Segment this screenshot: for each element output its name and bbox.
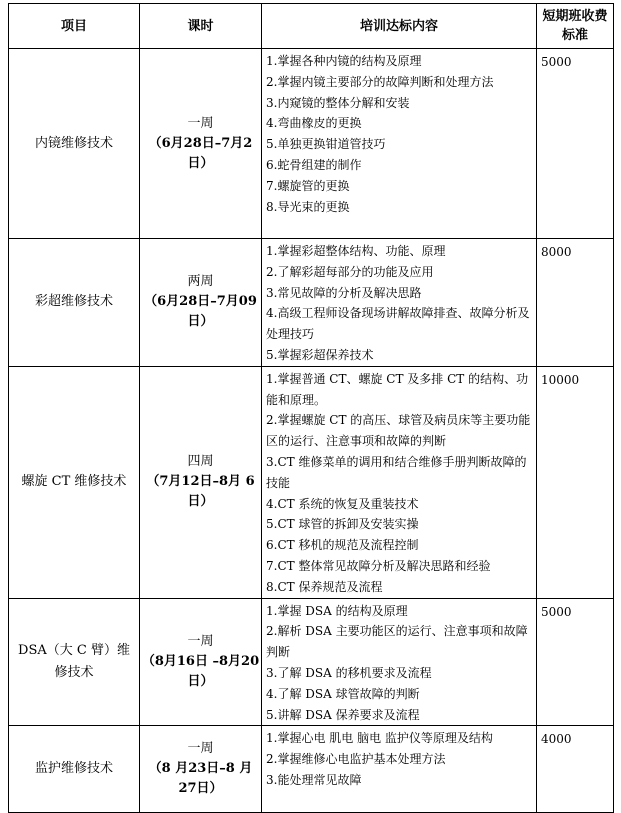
content-item: 2.掌握维修心电监护基本处理方法 (266, 752, 446, 767)
course-content (262, 598, 537, 726)
content-item: 3.常见故障的分析及解决思路 (266, 285, 422, 300)
course-fee: 5000 (537, 49, 614, 239)
content-item: 2.解析 DSA 主要功能区的运行、注意事项和故障判断 (266, 624, 528, 660)
header-row (9, 4, 614, 49)
course-name: 监护维修技术 (9, 726, 140, 813)
content-item: 6.CT 移机的规范及流程控制 (266, 538, 419, 553)
course-duration: 四周 (187, 454, 214, 470)
course-name: 彩超维修技术 (9, 239, 140, 367)
course-hours (140, 239, 262, 367)
header-hours: 课时 (140, 4, 262, 49)
training-table (8, 3, 614, 813)
content-item: 4.弯曲橡皮的更换 (266, 116, 362, 131)
course-fee: 8000 (537, 239, 614, 367)
course-fee: 4000 (537, 726, 614, 813)
course-hours (140, 49, 262, 239)
course-content (262, 239, 537, 367)
content-item: 2.掌握螺旋 CT 的高压、球管及病员床等主要功能区的运行、注意事项和故障的判断 (266, 413, 531, 449)
content-item: 5.单独更换钳道管技巧 (266, 137, 386, 152)
content-item: 4.CT 系统的恢复及重装技术 (266, 496, 419, 511)
course-hours (140, 366, 262, 598)
content-item: 6.蛇骨组建的制作 (266, 157, 362, 172)
course-name: 螺旋 CT 维修技术 (9, 366, 140, 598)
table-row (9, 366, 614, 598)
content-item: 1.掌握 DSA 的结构及原理 (266, 603, 408, 618)
course-fee: 10000 (537, 366, 614, 598)
table-row (9, 598, 614, 726)
course-dates: （8月16日 –8月20日） (141, 653, 260, 689)
course-duration: 一周 (187, 741, 214, 757)
course-content (262, 366, 537, 598)
header-item: 项目 (9, 4, 140, 49)
course-hours (140, 726, 262, 813)
content-item: 2.了解彩超每部分的功能及应用 (266, 264, 434, 279)
course-duration: 两周 (187, 274, 214, 290)
course-dates: （6月28日–7月2日） (148, 135, 253, 171)
content-item: 4.高级工程师设备现场讲解故障排查、故障分析及处理技巧 (266, 306, 530, 342)
course-name: 内镜维修技术 (9, 49, 140, 239)
course-duration: 一周 (187, 633, 214, 649)
course-content (262, 49, 537, 239)
content-item: 8.CT 保养规范及流程 (266, 579, 383, 594)
content-item: 1.掌握普通 CT、螺旋 CT 及多排 CT 的结构、功能和原理。 (266, 371, 529, 407)
table-row (9, 49, 614, 239)
content-item: 3.能处理常见故障 (266, 772, 362, 787)
content-item: 3.CT 维修菜单的调用和结合维修手册判断故障的技能 (266, 454, 527, 490)
course-dates: （7月12日–8月 6日） (146, 474, 255, 510)
header-fee: 短期班收费标准 (537, 4, 614, 49)
content-item: 7.CT 整体常见故障分析及解决思路和经验 (266, 558, 491, 573)
content-item: 4.了解 DSA 球管故障的判断 (266, 686, 420, 701)
header-content: 培训达标内容 (262, 4, 537, 49)
content-item: 3.内窥镜的整体分解和安装 (266, 95, 410, 110)
course-dates: （8 月23日–8 月27日） (148, 761, 253, 797)
content-item: 5.讲解 DSA 保养要求及流程 (266, 707, 420, 722)
content-item: 3.了解 DSA 的移机要求及流程 (266, 665, 432, 680)
table-row (9, 239, 614, 367)
course-hours (140, 598, 262, 726)
content-item: 2.掌握内镜主要部分的故障判断和处理方法 (266, 74, 494, 89)
content-item: 5.掌握彩超保养技术 (266, 347, 374, 362)
course-fee: 5000 (537, 598, 614, 726)
course-content (262, 726, 537, 813)
content-item: 1.掌握彩超整体结构、功能、原理 (266, 244, 446, 258)
content-item: 5.CT 球管的拆卸及安装实操 (266, 517, 419, 532)
content-item: 7.螺旋管的更换 (266, 178, 350, 193)
content-item: 1.掌握各种内镜的结构及原理 (266, 54, 422, 68)
course-name: DSA（大 C 臂）维修技术 (9, 598, 140, 726)
table-row (9, 726, 614, 813)
course-dates: （6月28日–7月09日） (144, 294, 257, 330)
course-duration: 一周 (187, 115, 214, 131)
content-item: 8.导光束的更换 (266, 199, 350, 214)
content-item: 1.掌握心电 肌电 脑电 监护仪等原理及结构 (266, 731, 493, 746)
